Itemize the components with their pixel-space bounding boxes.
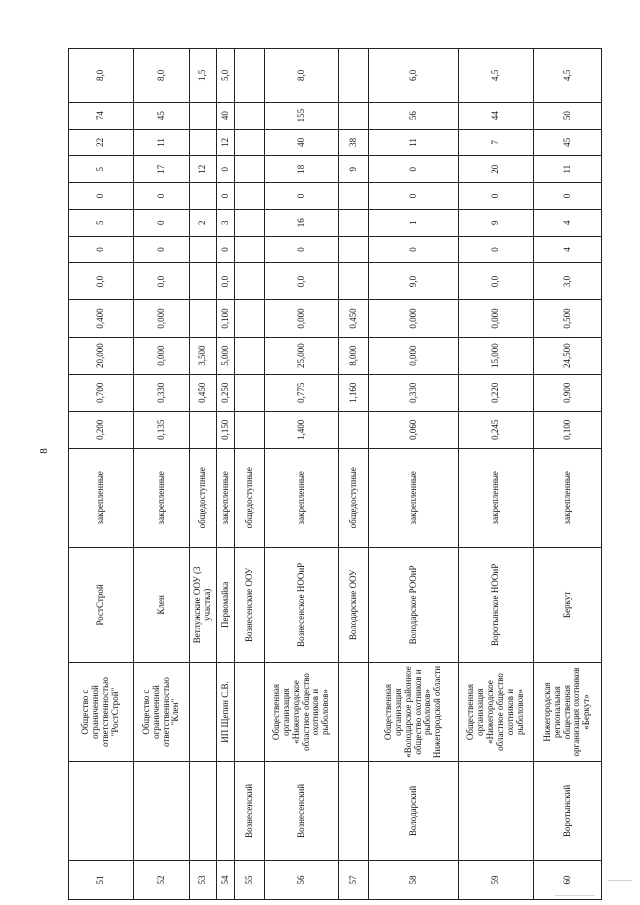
- area-cell: Вознесенское НООиР: [265, 547, 339, 662]
- value-cell: [235, 263, 265, 300]
- district-cell: [459, 761, 534, 860]
- value-cell: [235, 300, 265, 337]
- value-cell: 25,000: [265, 337, 339, 374]
- value-cell: 0,450: [339, 300, 369, 337]
- row-number: 58: [369, 860, 459, 899]
- table-row: [69, 49, 134, 900]
- value-cell: 17: [134, 156, 190, 183]
- value-cell: 0,000: [369, 337, 459, 374]
- value-cell: 0,000: [265, 300, 339, 337]
- organization-cell: Общество с ограниченной ответственностью "Клен": [134, 663, 190, 762]
- value-cell: 11: [369, 129, 459, 156]
- value-cell: [235, 102, 265, 129]
- value-cell: 8,0: [134, 49, 190, 103]
- value-cell: 0,135: [134, 411, 190, 448]
- value-cell: [190, 183, 217, 210]
- value-cell: 0: [134, 236, 190, 263]
- district-cell: Воротынский: [534, 761, 602, 860]
- row-number: 57: [339, 860, 369, 899]
- value-cell: 0: [459, 236, 534, 263]
- area-cell: Клен: [134, 547, 190, 662]
- organization-cell: ИП Щепин С.В.: [217, 663, 235, 762]
- value-cell: 0,0: [265, 263, 339, 300]
- value-cell: 1,5: [190, 49, 217, 103]
- type-cell: общедоступные: [235, 448, 265, 547]
- value-cell: 0: [265, 236, 339, 263]
- type-cell: общедоступные: [190, 448, 217, 547]
- area-cell: Вознесенские ООУ: [235, 547, 265, 662]
- value-cell: 74: [69, 102, 134, 129]
- value-cell: 0,400: [69, 300, 134, 337]
- type-cell: общедоступные: [339, 448, 369, 547]
- value-cell: [339, 102, 369, 129]
- district-cell: Володарский: [369, 761, 459, 860]
- value-cell: 8,000: [339, 337, 369, 374]
- value-cell: 0,450: [190, 374, 217, 411]
- value-cell: 56: [369, 102, 459, 129]
- value-cell: 0,000: [134, 300, 190, 337]
- value-cell: 5: [69, 156, 134, 183]
- value-cell: 18: [265, 156, 339, 183]
- value-cell: 3: [217, 209, 235, 236]
- value-cell: 40: [265, 129, 339, 156]
- value-cell: 0: [369, 236, 459, 263]
- value-cell: 2: [190, 209, 217, 236]
- value-cell: [339, 411, 369, 448]
- district-cell: [69, 761, 134, 860]
- value-cell: 15,000: [459, 337, 534, 374]
- row-number: 53: [190, 860, 217, 899]
- value-cell: [339, 209, 369, 236]
- value-cell: 9,0: [369, 263, 459, 300]
- value-cell: 38: [339, 129, 369, 156]
- table-row: [190, 49, 217, 900]
- value-cell: 0,245: [459, 411, 534, 448]
- area-cell: Беркут: [534, 547, 602, 662]
- value-cell: 4: [534, 236, 602, 263]
- value-cell: 0: [217, 236, 235, 263]
- value-cell: 22: [69, 129, 134, 156]
- row-number: 56: [265, 860, 339, 899]
- organization-cell: Общественная организация «Володарское районное общество охотников и рыболовов» Нижегородской области: [369, 663, 459, 762]
- value-cell: 0,0: [134, 263, 190, 300]
- value-cell: 0,775: [265, 374, 339, 411]
- value-cell: 7: [459, 129, 534, 156]
- value-cell: 0: [459, 183, 534, 210]
- table-row: [459, 49, 534, 900]
- type-cell: закрепленные: [265, 448, 339, 547]
- scan-artifact-line: [608, 880, 632, 881]
- value-cell: 0,330: [369, 374, 459, 411]
- area-cell: Воротынское НООиР: [459, 547, 534, 662]
- value-cell: [235, 337, 265, 374]
- value-cell: 24,500: [534, 337, 602, 374]
- table-row: [134, 49, 190, 900]
- area-cell: РостСтрой: [69, 547, 134, 662]
- table-row: [217, 49, 235, 900]
- value-cell: 11: [534, 156, 602, 183]
- value-cell: [190, 300, 217, 337]
- value-cell: [190, 129, 217, 156]
- value-cell: 0,250: [217, 374, 235, 411]
- value-cell: 20: [459, 156, 534, 183]
- table-row: [369, 49, 459, 900]
- value-cell: 5,0: [217, 49, 235, 103]
- value-cell: 12: [190, 156, 217, 183]
- area-cell: Володарское РООиР: [369, 547, 459, 662]
- value-cell: [235, 156, 265, 183]
- value-cell: [190, 102, 217, 129]
- value-cell: 0,100: [217, 300, 235, 337]
- value-cell: 5: [69, 209, 134, 236]
- value-cell: 0,500: [534, 300, 602, 337]
- value-cell: 45: [534, 129, 602, 156]
- value-cell: [235, 411, 265, 448]
- value-cell: 12: [217, 129, 235, 156]
- value-cell: 40: [217, 102, 235, 129]
- value-cell: 0,100: [534, 411, 602, 448]
- value-cell: [339, 236, 369, 263]
- value-cell: [190, 263, 217, 300]
- value-cell: 1,400: [265, 411, 339, 448]
- value-cell: 50: [534, 102, 602, 129]
- value-cell: 0: [265, 183, 339, 210]
- value-cell: [235, 49, 265, 103]
- value-cell: [235, 209, 265, 236]
- value-cell: 5,000: [217, 337, 235, 374]
- value-cell: 0,220: [459, 374, 534, 411]
- row-number: 59: [459, 860, 534, 899]
- row-number: 54: [217, 860, 235, 899]
- value-cell: 44: [459, 102, 534, 129]
- value-cell: 0: [134, 183, 190, 210]
- value-cell: 0: [217, 156, 235, 183]
- value-cell: 0,000: [459, 300, 534, 337]
- value-cell: [339, 263, 369, 300]
- value-cell: 0,150: [217, 411, 235, 448]
- value-cell: [235, 374, 265, 411]
- value-cell: 1,160: [339, 374, 369, 411]
- value-cell: [235, 129, 265, 156]
- value-cell: 0: [217, 183, 235, 210]
- row-number: 60: [534, 860, 602, 899]
- value-cell: 0: [534, 183, 602, 210]
- row-number: 51: [69, 860, 134, 899]
- value-cell: 3,0: [534, 263, 602, 300]
- value-cell: 20,000: [69, 337, 134, 374]
- value-cell: 0: [69, 183, 134, 210]
- district-cell: [217, 761, 235, 860]
- table-row: [265, 49, 339, 900]
- value-cell: 155: [265, 102, 339, 129]
- value-cell: 8,0: [265, 49, 339, 103]
- value-cell: 0,000: [369, 300, 459, 337]
- value-cell: [190, 236, 217, 263]
- value-cell: 0,0: [459, 263, 534, 300]
- value-cell: 0: [134, 209, 190, 236]
- area-cell: Ветлужские ООУ (3 участка): [190, 547, 217, 662]
- organization-cell: [235, 663, 265, 762]
- value-cell: 0,200: [69, 411, 134, 448]
- scan-artifact-line: [555, 895, 595, 896]
- district-cell: Вознесенский: [265, 761, 339, 860]
- value-cell: 4,5: [459, 49, 534, 103]
- organization-cell: Общество с ограниченной ответственностью "РостСтрой": [69, 663, 134, 762]
- value-cell: 3,500: [190, 337, 217, 374]
- type-cell: закрепленные: [69, 448, 134, 547]
- organization-cell: Общественная организация «Нижегородское областное общество охотников и рыболовов»: [265, 663, 339, 762]
- value-cell: 8,0: [69, 49, 134, 103]
- value-cell: 0: [69, 236, 134, 263]
- table-row: [235, 49, 265, 900]
- value-cell: 0: [369, 183, 459, 210]
- page-number: 8: [38, 448, 50, 454]
- organization-cell: [339, 663, 369, 762]
- type-cell: закрепленные: [134, 448, 190, 547]
- value-cell: 1: [369, 209, 459, 236]
- value-cell: 0,0: [217, 263, 235, 300]
- organization-cell: [190, 663, 217, 762]
- value-cell: 0: [369, 156, 459, 183]
- value-cell: 45: [134, 102, 190, 129]
- value-cell: 0,000: [134, 337, 190, 374]
- type-cell: закрепленные: [534, 448, 602, 547]
- value-cell: [339, 183, 369, 210]
- value-cell: 0,700: [69, 374, 134, 411]
- value-cell: 0,330: [134, 374, 190, 411]
- value-cell: 0,0: [69, 263, 134, 300]
- value-cell: 9: [339, 156, 369, 183]
- value-cell: 0,900: [534, 374, 602, 411]
- area-cell: Первомайка: [217, 547, 235, 662]
- table-row: [534, 49, 602, 900]
- type-cell: закрепленные: [459, 448, 534, 547]
- value-cell: 4: [534, 209, 602, 236]
- value-cell: [190, 411, 217, 448]
- area-cell: Володарские ООУ: [339, 547, 369, 662]
- value-cell: [339, 49, 369, 103]
- district-cell: Вознесенский: [235, 761, 265, 860]
- value-cell: 0,060: [369, 411, 459, 448]
- value-cell: [235, 183, 265, 210]
- value-cell: 4,5: [534, 49, 602, 103]
- value-cell: 6,0: [369, 49, 459, 103]
- organization-cell: Общественная организация «Нижегородское областное общество охотников и рыболовов»: [459, 663, 534, 762]
- value-cell: 9: [459, 209, 534, 236]
- hunting-grounds-table: [68, 48, 602, 900]
- value-cell: 16: [265, 209, 339, 236]
- type-cell: закрепленные: [369, 448, 459, 547]
- organization-cell: Нижегородская региональная общественная организация охотников «Беркут»: [534, 663, 602, 762]
- value-cell: [235, 236, 265, 263]
- row-number: 52: [134, 860, 190, 899]
- hunting-grounds-table-container: [68, 48, 601, 900]
- district-cell: [134, 761, 190, 860]
- value-cell: 11: [134, 129, 190, 156]
- row-number: 55: [235, 860, 265, 899]
- district-cell: [190, 761, 217, 860]
- district-cell: [339, 761, 369, 860]
- table-row: [339, 49, 369, 900]
- type-cell: закрепленные: [217, 448, 235, 547]
